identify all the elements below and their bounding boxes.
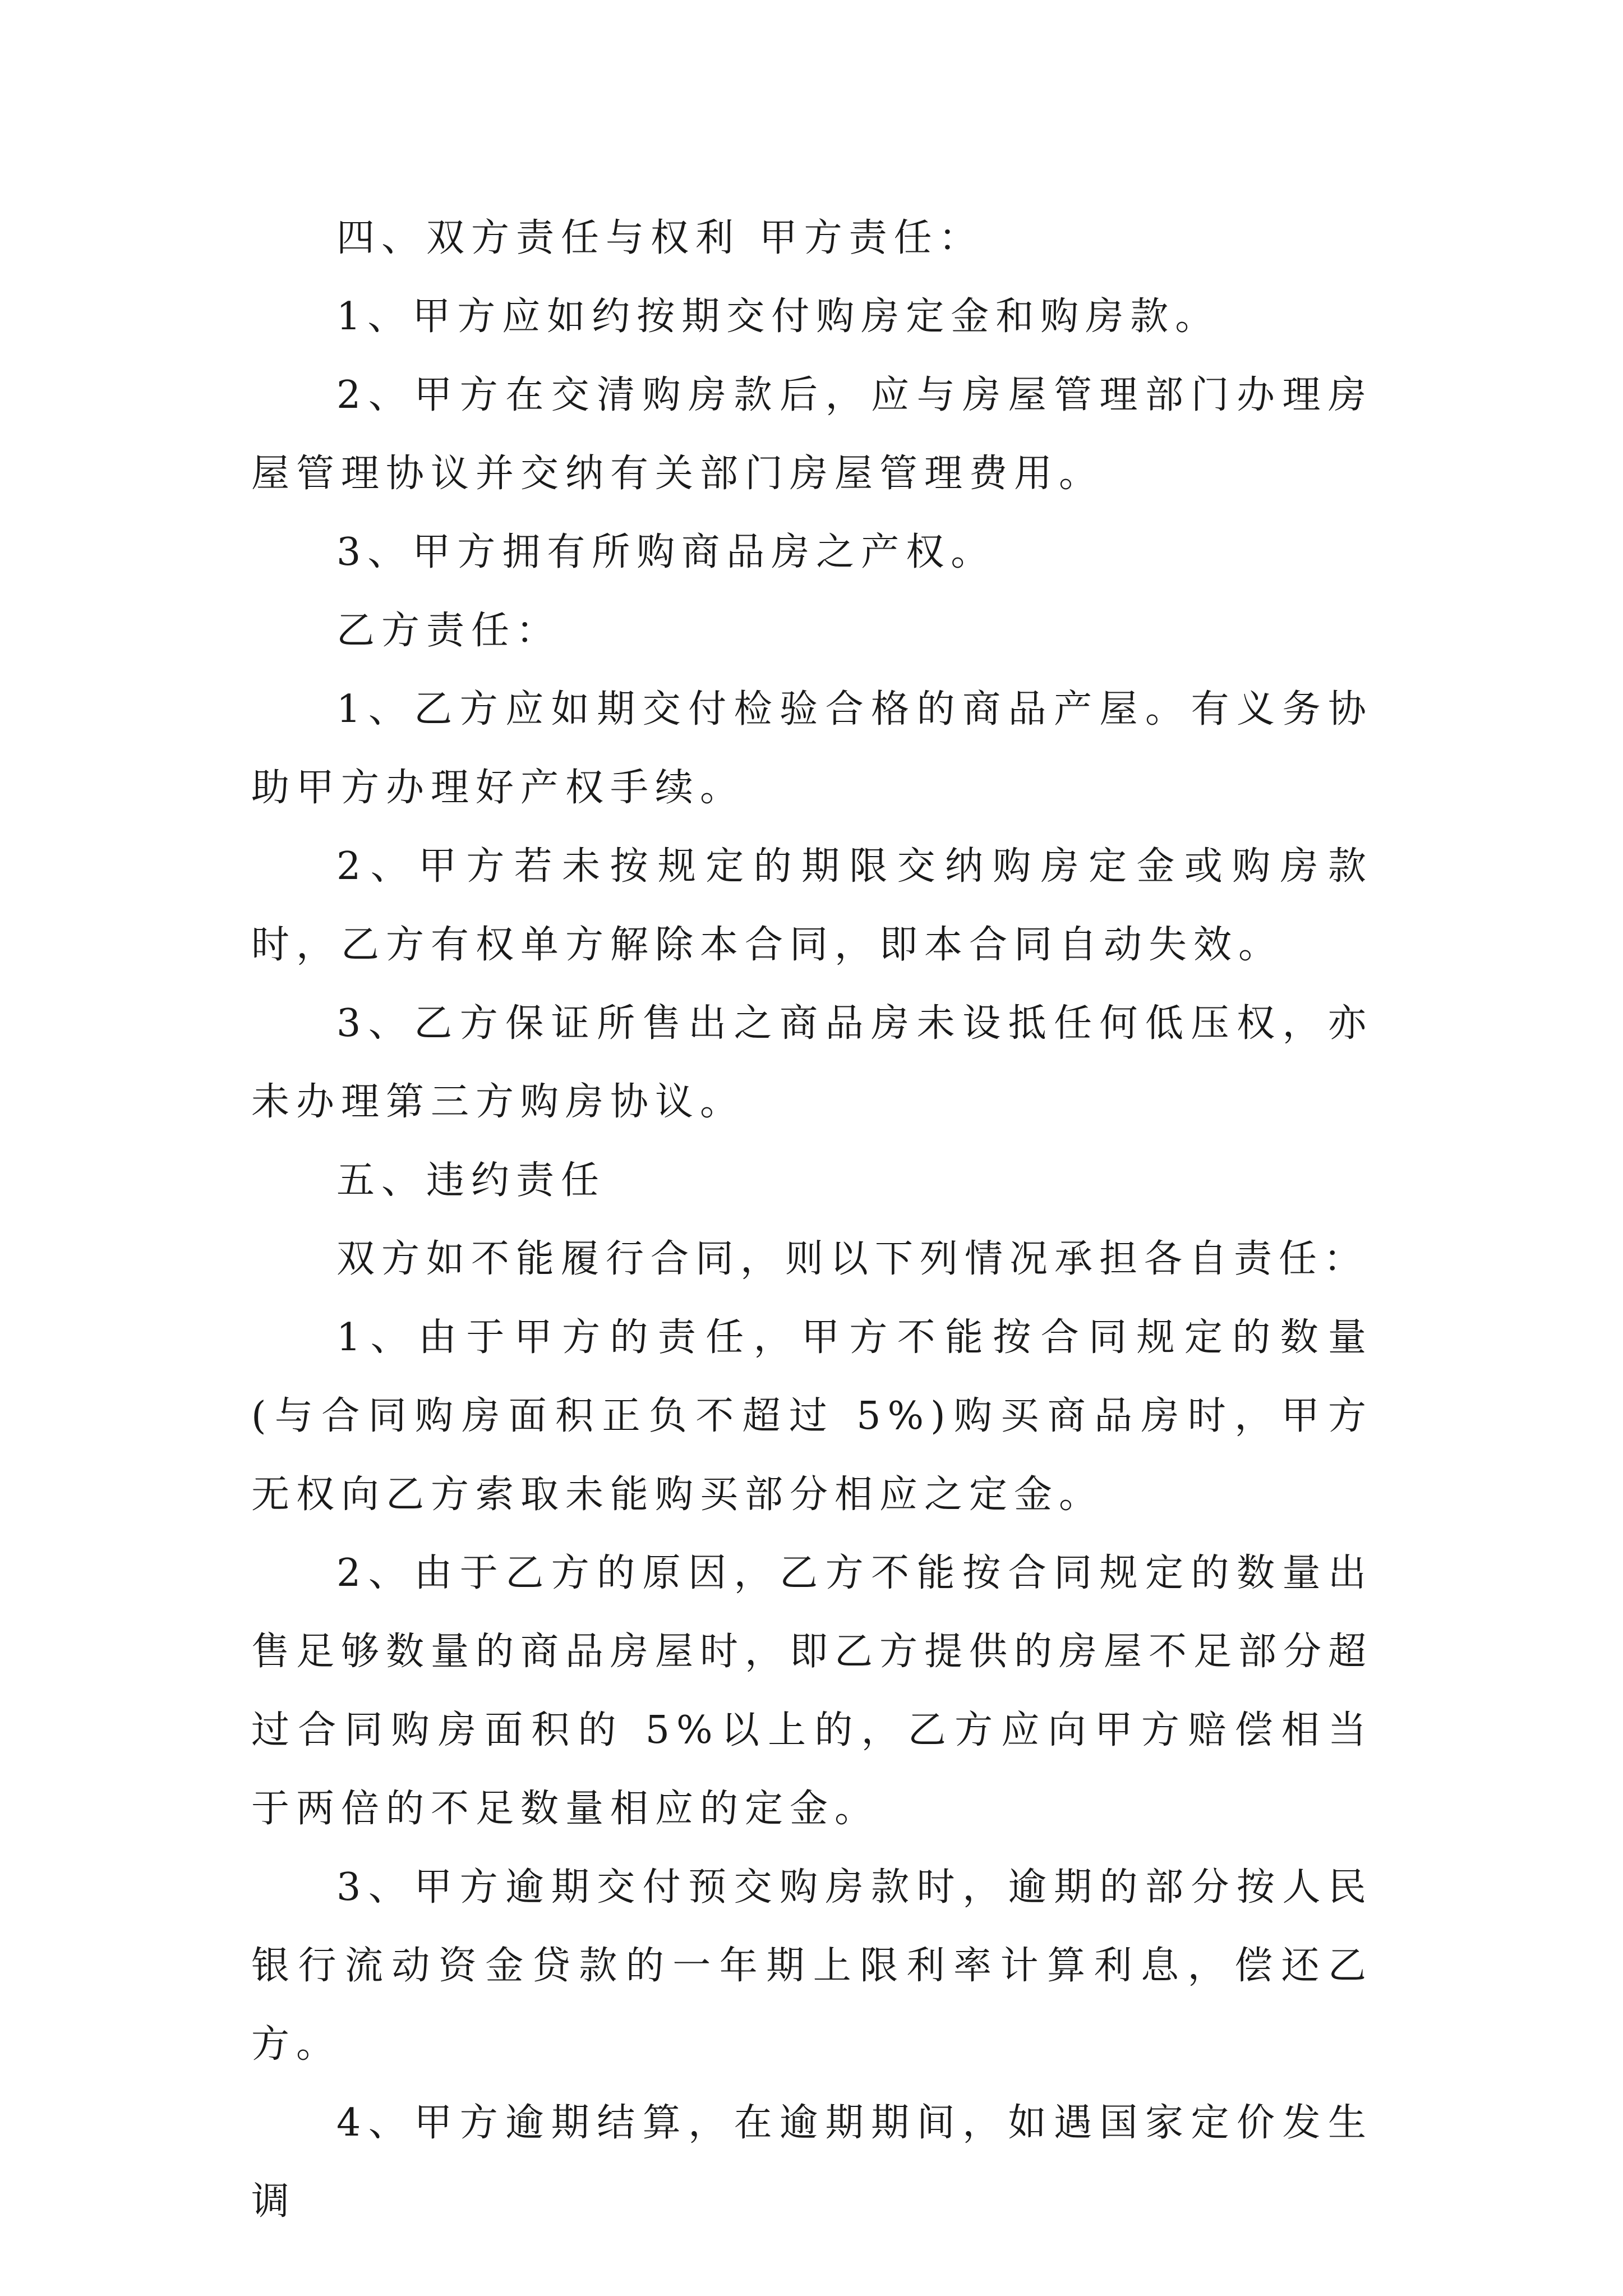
party-b-clause-1: 1、乙方应如期交付检验合格的商品产屋。有义务协助甲方办理好产权手续。 [251, 687, 1373, 810]
party-a-clause-1: 1、甲方应如约按期交付购房定金和购房款。 [336, 295, 1220, 339]
breach-clause-4: 4、甲方逾期结算，在逾期期间，如遇国家定价发生调 [251, 2101, 1373, 2224]
section-heading-responsibilities: 四、双方责任与权利 甲方责任： [336, 216, 984, 260]
party-a-clause-3: 3、甲方拥有所购商品房之产权。 [336, 530, 996, 574]
section-heading-breach: 五、违约责任 [336, 1158, 606, 1203]
breach-clause-3: 3、甲方逾期交付预交购房款时，逾期的部分按人民银行流动资金贷款的一年期上限利率计算利息，偿还乙方。 [251, 1865, 1373, 2067]
party-b-clause-2: 2、甲方若未按规定的期限交纳购房定金或购房款时，乙方有权单方解除本合同，即本合同自动失效。 [251, 844, 1373, 967]
document-body [251, 199, 1373, 2241]
party-a-clause-2: 2、甲方在交清购房款后，应与房屋管理部门办理房屋管理协议并交纳有关部门房屋管理费用。 [251, 373, 1373, 496]
party-b-heading: 乙方责任： [336, 609, 561, 653]
breach-clause-1: 1、由于甲方的责任，甲方不能按合同规定的数量(与合同购房面积正负不超过 5%)购买商品房时，甲方无权向乙方索取未能购买部分相应之定金。 [251, 1315, 1373, 1517]
breach-clause-2: 2、由于乙方的原因，乙方不能按合同规定的数量出售足够数量的商品房屋时，即乙方提供的房屋不足部分超过合同购房面积的 5%以上的，乙方应向甲方赔偿相当于两倍的不足数量相应的定金。 [251, 1551, 1373, 1831]
party-b-clause-3: 3、乙方保证所售出之商品房未设抵任何低压权，亦未办理第三方购房协议。 [251, 1001, 1373, 1124]
breach-intro: 双方如不能履行合同，则以下列情况承担各自责任： [336, 1237, 1369, 1281]
